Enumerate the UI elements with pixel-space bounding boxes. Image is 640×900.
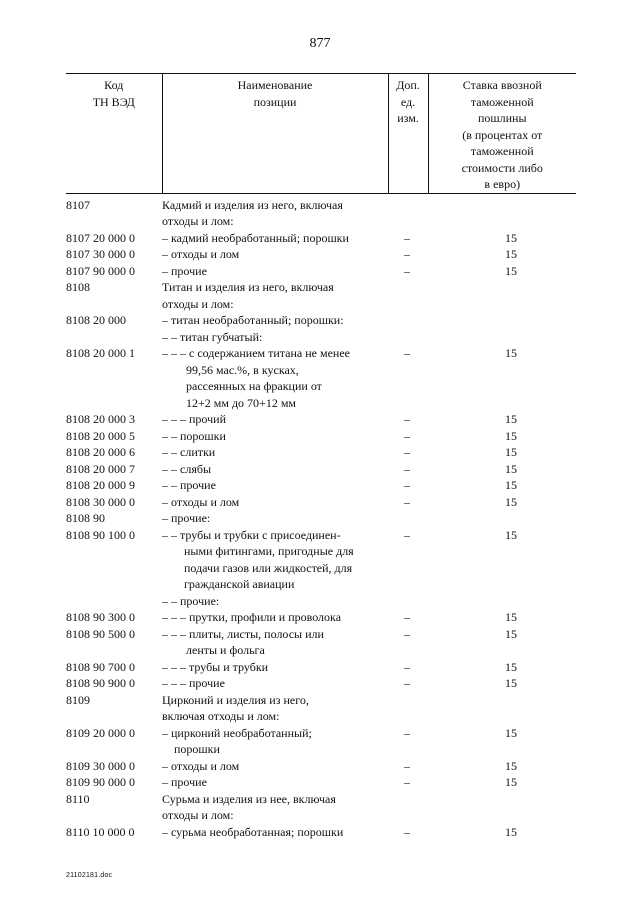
row-duty-rate: 15 xyxy=(505,775,517,789)
row-description xyxy=(162,609,388,626)
row-duty-rate: 15 xyxy=(505,527,517,542)
table-row xyxy=(66,494,576,511)
row-unit: – xyxy=(404,626,410,641)
row-code: 8109 90 000 0 xyxy=(66,775,135,789)
row-code: 8110 xyxy=(66,791,90,806)
row-duty-rate: 15 xyxy=(505,346,517,360)
page-number: 877 xyxy=(309,36,331,51)
row-description xyxy=(162,675,388,692)
table-row xyxy=(66,725,576,758)
table-row xyxy=(66,758,576,775)
header-rate-line: Ставка ввозной xyxy=(462,78,542,92)
row-description-line: – прочие xyxy=(162,775,207,789)
row-description-line: – – – плиты, листы, полосы или xyxy=(162,626,324,641)
header-unit xyxy=(388,74,428,194)
row-unit xyxy=(388,312,428,329)
header-rate-line: пошлины xyxy=(477,111,527,125)
row-description xyxy=(162,444,388,461)
row-description-line: – – прочие xyxy=(162,478,216,492)
row-unit: – xyxy=(404,247,410,261)
row-description xyxy=(162,758,388,775)
row-duty-rate: 15 xyxy=(505,247,517,261)
table-row xyxy=(66,675,576,692)
table-row xyxy=(66,510,576,527)
row-description-line: – – титан губчатый: xyxy=(162,329,263,344)
row-code: 8108 xyxy=(66,280,90,294)
row-description xyxy=(162,510,388,527)
row-description-line: – цирконий необработанный; xyxy=(162,725,312,740)
row-description xyxy=(162,527,388,593)
row-code: 8108 20 000 6 xyxy=(66,445,135,459)
row-unit xyxy=(388,329,428,346)
header-code xyxy=(66,74,162,194)
table-row xyxy=(66,279,576,312)
row-description-line: порошки xyxy=(174,742,220,756)
table-row xyxy=(66,527,576,593)
row-duty-rate: 15 xyxy=(505,445,517,459)
row-unit: – xyxy=(404,445,410,459)
row-duty-rate xyxy=(428,791,576,824)
table-row xyxy=(66,593,576,610)
row-code: 8108 90 100 0 xyxy=(66,527,135,542)
row-unit: – xyxy=(404,659,410,674)
table-header-row xyxy=(66,74,576,194)
row-description xyxy=(162,263,388,280)
row-code: 8108 90 xyxy=(66,511,105,525)
table-row xyxy=(66,692,576,725)
table-row xyxy=(66,774,576,791)
row-description-line: отходы и лом: xyxy=(162,296,234,311)
header-unit-line: Доп. xyxy=(396,78,420,92)
row-description-line: – прочие xyxy=(162,263,207,278)
row-description-line: Титан и изделия из него, включая xyxy=(162,280,334,294)
row-unit: – xyxy=(404,676,410,690)
row-duty-rate: 15 xyxy=(505,676,517,690)
header-name xyxy=(162,74,388,194)
row-unit: – xyxy=(404,230,410,245)
row-duty-rate: 15 xyxy=(505,478,517,492)
row-description xyxy=(162,477,388,494)
row-unit: – xyxy=(404,725,410,740)
row-unit: – xyxy=(404,758,410,773)
row-code: 8108 90 500 0 xyxy=(66,626,135,641)
header-rate-line: таможенной xyxy=(470,144,534,158)
row-description xyxy=(162,725,388,758)
row-code: 8109 xyxy=(66,692,90,707)
row-description-line: – отходы и лом xyxy=(162,494,240,509)
row-code: 8108 20 000 7 xyxy=(66,461,135,476)
table-row xyxy=(66,477,576,494)
table-row xyxy=(66,791,576,824)
table-body xyxy=(66,193,576,840)
header-name-line: Наименование xyxy=(237,78,313,92)
row-code: 8107 90 000 0 xyxy=(66,263,135,278)
header-unit-line: изм. xyxy=(397,111,419,125)
row-unit: – xyxy=(404,494,410,509)
row-description-line: отходы и лом: xyxy=(162,808,234,822)
row-description-line: – прочие: xyxy=(162,511,211,525)
row-description-line: Сурьма и изделия из нее, включая xyxy=(162,791,336,806)
row-unit: – xyxy=(404,824,410,839)
row-description xyxy=(162,329,388,346)
row-unit: – xyxy=(404,478,410,492)
row-description xyxy=(162,659,388,676)
row-description-line: – – – трубы и трубки xyxy=(162,659,269,674)
header-rate xyxy=(428,74,576,194)
row-description-line: – титан необработанный; порошки: xyxy=(162,313,344,327)
row-description xyxy=(162,230,388,247)
row-code: 8108 20 000 5 xyxy=(66,428,135,443)
row-code: 8108 90 300 0 xyxy=(66,610,135,624)
row-duty-rate: 15 xyxy=(505,758,517,773)
row-description xyxy=(162,193,388,230)
header-rate-line: таможенной xyxy=(470,94,534,109)
row-duty-rate: 15 xyxy=(505,824,517,839)
row-description xyxy=(162,626,388,659)
row-code: 8108 20 000 3 xyxy=(66,412,135,426)
row-duty-rate: 15 xyxy=(505,725,517,740)
header-rate-line: стоимости либо xyxy=(461,160,543,175)
row-code: 8107 20 000 0 xyxy=(66,230,135,245)
table-row xyxy=(66,246,576,263)
row-description xyxy=(162,461,388,478)
row-duty-rate xyxy=(428,329,576,346)
row-unit: – xyxy=(404,428,410,443)
row-description-line: – отходы и лом xyxy=(162,758,240,773)
row-description-line: – сурьма необработанная; порошки xyxy=(162,824,344,839)
row-description xyxy=(162,774,388,791)
row-code xyxy=(66,593,162,610)
header-rate-line: (в процентах от xyxy=(462,127,543,142)
row-description-line: Кадмий и изделия из него, включая xyxy=(162,197,343,212)
row-description-line: – – порошки xyxy=(162,428,226,443)
table-row xyxy=(66,428,576,445)
row-unit xyxy=(388,692,428,725)
row-code: 8108 30 000 0 xyxy=(66,494,135,509)
row-code: 8108 90 900 0 xyxy=(66,676,135,690)
row-description-line: 12+2 мм до 70+12 мм xyxy=(186,395,297,410)
table-row xyxy=(66,263,576,280)
table-row xyxy=(66,461,576,478)
row-description-line: – – прочие: xyxy=(162,593,220,608)
row-unit xyxy=(388,193,428,230)
row-unit: – xyxy=(404,610,410,624)
row-duty-rate xyxy=(428,692,576,725)
table-row xyxy=(66,609,576,626)
row-unit xyxy=(388,593,428,610)
row-description-line: – – – прочий xyxy=(162,412,226,426)
row-unit: – xyxy=(404,461,410,476)
row-description xyxy=(162,345,388,411)
row-description-line: подачи газов или жидкостей, для xyxy=(184,560,353,575)
row-code: 8107 30 000 0 xyxy=(66,247,135,261)
row-duty-rate xyxy=(428,593,576,610)
row-duty-rate: 15 xyxy=(505,230,517,245)
row-duty-rate: 15 xyxy=(505,626,517,641)
row-description xyxy=(162,692,388,725)
row-description-line: – – слитки xyxy=(162,445,216,459)
table-row xyxy=(66,444,576,461)
table-row xyxy=(66,345,576,411)
row-description-line: – – трубы и трубки с присоединен- xyxy=(162,527,341,542)
row-description-line: – отходы и лом xyxy=(162,247,240,261)
table-row xyxy=(66,824,576,841)
row-code: 8107 xyxy=(66,197,90,212)
table-row xyxy=(66,329,576,346)
row-description xyxy=(162,593,388,610)
row-code: 8108 90 700 0 xyxy=(66,659,135,674)
row-unit: – xyxy=(404,775,410,789)
table-row xyxy=(66,626,576,659)
row-description-line: 99,56 мас.%, в кусках, xyxy=(186,362,299,377)
header-rate-line: в евро) xyxy=(484,177,521,191)
table-row xyxy=(66,411,576,428)
row-description xyxy=(162,494,388,511)
row-code: 8108 20 000 9 xyxy=(66,478,135,492)
row-description xyxy=(162,246,388,263)
row-unit xyxy=(388,279,428,312)
row-duty-rate: 15 xyxy=(505,461,517,476)
header-code-line: ТН ВЭД xyxy=(92,94,135,109)
row-description-line: – кадмий необработанный; порошки xyxy=(162,230,349,245)
row-description-line: рассеянных на фракции от xyxy=(186,379,322,393)
row-description-line: Цирконий и изделия из него, xyxy=(162,692,309,707)
table-row xyxy=(66,659,576,676)
row-description-line: гражданской авиации xyxy=(184,577,295,591)
row-description-line: – – – с содержанием титана не менее xyxy=(162,346,350,360)
row-duty-rate: 15 xyxy=(505,412,517,426)
table-row xyxy=(66,230,576,247)
row-description-line: ленты и фольга xyxy=(186,643,265,657)
row-description-line: – – – прочие xyxy=(162,676,225,690)
header-name-line: позиции xyxy=(253,94,297,109)
row-duty-rate: 15 xyxy=(505,263,517,278)
row-duty-rate xyxy=(428,312,576,329)
row-description xyxy=(162,428,388,445)
row-unit: – xyxy=(404,263,410,278)
row-code: 8109 20 000 0 xyxy=(66,725,135,740)
row-description xyxy=(162,791,388,824)
row-duty-rate xyxy=(428,193,576,230)
row-code: 8109 30 000 0 xyxy=(66,758,135,773)
table-row xyxy=(66,312,576,329)
row-code: 8108 20 000 1 xyxy=(66,346,135,360)
tariff-table xyxy=(66,73,576,840)
row-duty-rate: 15 xyxy=(505,610,517,624)
row-duty-rate: 15 xyxy=(505,494,517,509)
row-duty-rate: 15 xyxy=(505,428,517,443)
row-description xyxy=(162,312,388,329)
row-description-line: – – слябы xyxy=(162,461,212,476)
row-unit xyxy=(388,510,428,527)
row-duty-rate: 15 xyxy=(505,659,517,674)
row-description xyxy=(162,279,388,312)
row-description-line: отходы и лом: xyxy=(162,214,234,228)
header-code-line: Код xyxy=(104,78,124,92)
header-unit-line: ед. xyxy=(400,94,416,109)
footer-filename: 21102181.doc xyxy=(66,872,113,879)
row-code: 8110 10 000 0 xyxy=(66,824,135,839)
row-description xyxy=(162,411,388,428)
row-code: 8108 20 000 xyxy=(66,313,126,327)
row-unit: – xyxy=(404,412,410,426)
row-duty-rate xyxy=(428,510,576,527)
row-description xyxy=(162,824,388,841)
row-unit: – xyxy=(404,346,410,360)
row-unit: – xyxy=(404,527,410,542)
row-code xyxy=(66,329,162,346)
row-duty-rate xyxy=(428,279,576,312)
row-description-line: ными фитингами, пригодные для xyxy=(184,544,354,558)
row-description-line: включая отходы и лом: xyxy=(162,709,280,723)
table-row xyxy=(66,193,576,230)
row-unit xyxy=(388,791,428,824)
row-description-line: – – – прутки, профили и проволока xyxy=(162,610,342,624)
